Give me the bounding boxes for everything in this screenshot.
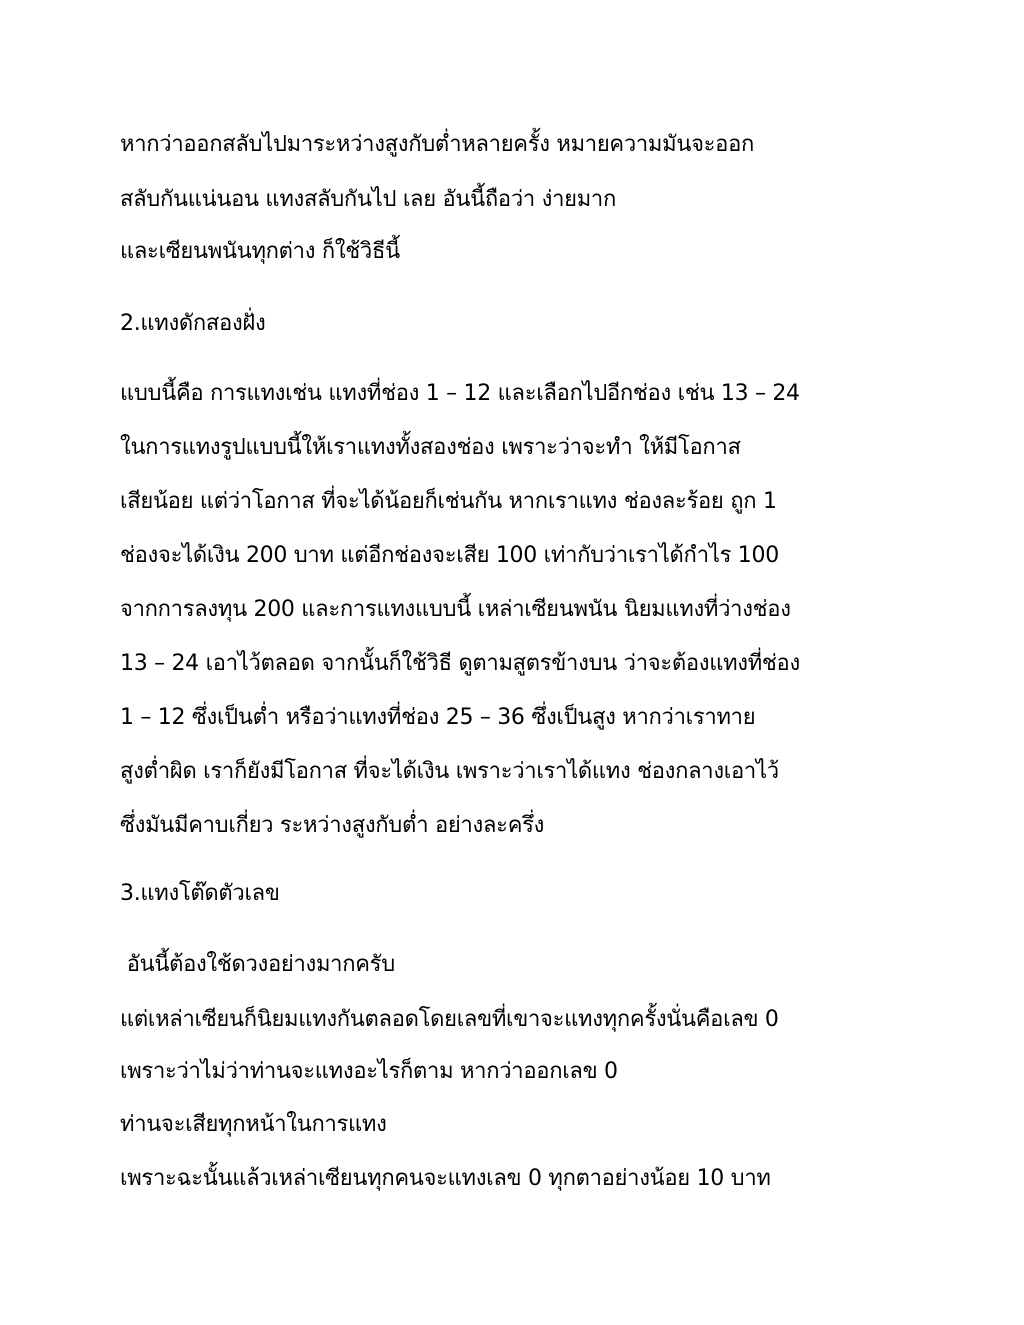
paragraph-line: แต่เหล่าเซียนก็นิยมแทงกันตลอดโดยเลขที่เขาจะแทงทุกครั้งนั่นคือเลข 0 — [120, 1007, 779, 1032]
paragraph-line: เพราะว่าไม่ว่าท่านจะแทงอะไรก็ตาม หากว่าออกเลข 0 — [120, 1059, 618, 1084]
intro-line: สลับกันแน่นอน แทงสลับกันไป เลย อันนี้ถือว่า ง่ายมาก — [120, 187, 616, 212]
paragraph-line: ท่านจะเสียทุกหน้าในการแทง — [120, 1112, 387, 1137]
paragraph-line: เสียน้อย แต่ว่าโอกาส ที่จะได้น้อยก็เช่นกัน หากเราแทง ช่องละร้อย ถูก 1 — [120, 489, 777, 514]
paragraph-line: 1 – 12 ซึ่งเป็นต่ำ หรือว่าแทงที่ช่อง 25 – 36 ซึ่งเป็นสูง หากว่าเราทาย — [120, 705, 756, 730]
paragraph-line: เพราะฉะนั้นแล้วเหล่าเซียนทุกคนจะแทงเลข 0 ทุกตาอย่างน้อย 10 บาท — [120, 1166, 771, 1191]
section-2-heading: 2.แทงดักสองฝั่ง — [120, 311, 266, 336]
paragraph-line: ในการแทงรูปแบบนี้ให้เราแทงทั้งสองช่อง เพราะว่าจะทำ ให้มีโอกาส — [120, 435, 741, 460]
paragraph-line: แบบนี้คือ การแทงเช่น แทงที่ช่อง 1 – 12 และเลือกไปอีกช่อง เช่น 13 – 24 — [120, 381, 800, 406]
paragraph-line: อันนี้ต้องใช้ดวงอย่างมากครับ — [120, 952, 395, 977]
intro-line: หากว่าออกสลับไปมาระหว่างสูงกับต่ำหลายครั้ง หมายความมันจะออก — [120, 132, 755, 157]
intro-line: และเซียนพนันทุกต่าง ก็ใช้วิธีนี้ — [120, 239, 400, 264]
section-3-heading: 3.แทงโต๊ดตัวเลข — [120, 881, 280, 906]
paragraph-line: สูงต่ำผิด เราก็ยังมีโอกาส ที่จะได้เงิน เพราะว่าเราได้แทง ช่องกลางเอาไว้ — [120, 759, 779, 784]
paragraph-line: 13 – 24 เอาไว้ตลอด จากนั้นก็ใช้วิธี ดูตามสูตรข้างบน ว่าจะต้องแทงที่ช่อง — [120, 651, 800, 676]
paragraph-line: ช่องจะได้เงิน 200 บาท แต่อีกช่องจะเสีย 100 เท่ากับว่าเราได้กำไร 100 — [120, 543, 779, 568]
paragraph-line: ซึ่งมันมีคาบเกี่ยว ระหว่างสูงกับต่ำ อย่างละครึ่ง — [120, 813, 545, 838]
paragraph-line: จากการลงทุน 200 และการแทงแบบนี้ เหล่าเซียนพนัน นิยมแทงที่ว่างช่อง — [120, 597, 791, 622]
